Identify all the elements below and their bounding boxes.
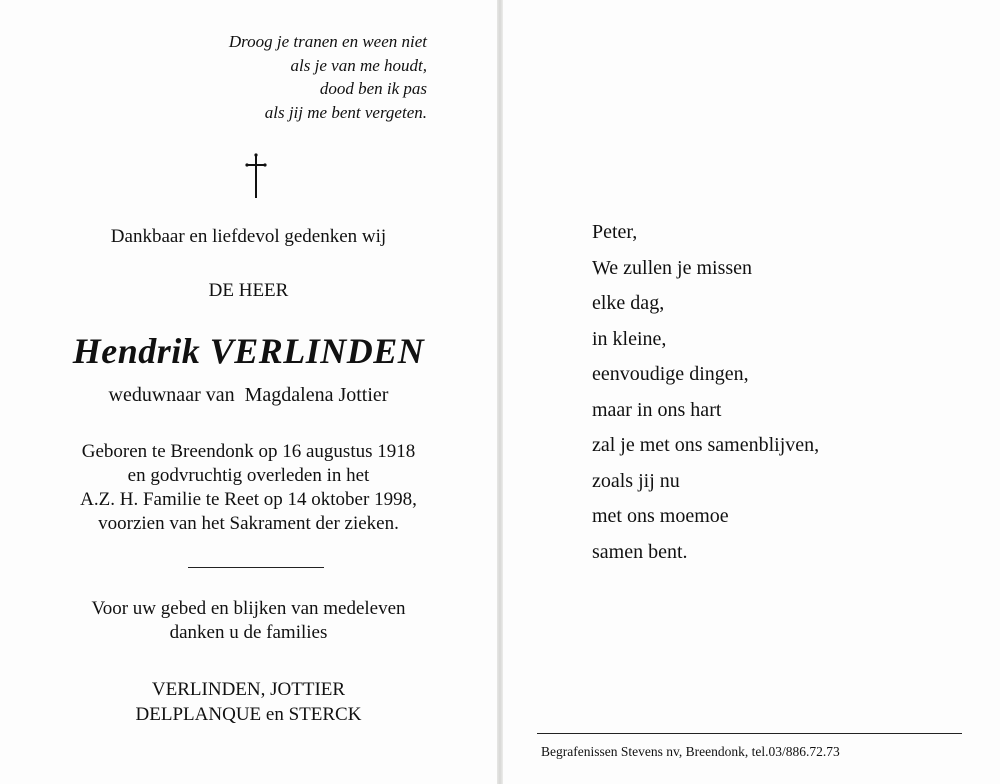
left-poem-line: als jij me bent vergeten.: [264, 102, 427, 122]
right-poem: [592, 215, 819, 570]
cross-icon: [243, 152, 269, 200]
right-poem-line: zal je met ons samenblijven,: [592, 434, 820, 456]
left-poem-line: dood ben ik pas: [319, 79, 427, 98]
families-block: [0, 677, 497, 727]
right-poem-line: We zullen je missen: [592, 256, 753, 279]
thanks-line: danken u de families: [169, 622, 328, 643]
biography-line: voorzien van het Sakrament der zieken.: [98, 513, 399, 534]
divider: [188, 567, 324, 568]
remembrance-text: Dankbaar en liefdevol gedenken wij: [110, 226, 387, 247]
biography-line: A.Z. H. Familie te Reet op 14 oktober 1998,: [80, 489, 417, 510]
right-poem-line: maar in ons hart: [592, 398, 722, 421]
thanks-block: [0, 597, 497, 645]
funeral-home-footer: Begrafenissen Stevens nv, Breendonk, tel.03/886.72.73: [541, 744, 840, 759]
left-poem-line: Droog je tranen en ween niet: [228, 32, 427, 51]
biography-block: [0, 440, 497, 536]
right-poem-line: met ons moemoe: [592, 505, 729, 527]
deceased-name: Hendrik VERLINDEN: [72, 331, 425, 371]
biography-line: Geboren te Breendonk op 16 augustus 1918: [81, 441, 416, 462]
right-poem-line: samen bent.: [592, 540, 688, 563]
footer-divider: [537, 733, 962, 734]
right-poem-line: Peter,: [592, 221, 638, 243]
thanks-line: Voor uw gebed en blijken van medeleven: [91, 598, 406, 619]
left-poem: [229, 30, 427, 124]
family-line: DELPLANQUE en STERCK: [135, 704, 362, 725]
honorific-title: DE HEER: [208, 280, 289, 301]
left-poem-line: als je van me houdt,: [290, 55, 427, 75]
biography-line: en godvruchtig overleden in het: [127, 465, 370, 486]
right-poem-line: elke dag,: [592, 292, 665, 314]
spouse-line: weduwnaar van Magdalena Jottier: [108, 384, 389, 406]
right-poem-line: eenvoudige dingen,: [592, 363, 749, 385]
right-poem-line: zoals jij nu: [592, 469, 680, 492]
right-poem-line: in kleine,: [592, 327, 667, 350]
family-line: VERLINDEN, JOTTIER: [151, 679, 346, 700]
left-card-panel: [0, 0, 497, 784]
